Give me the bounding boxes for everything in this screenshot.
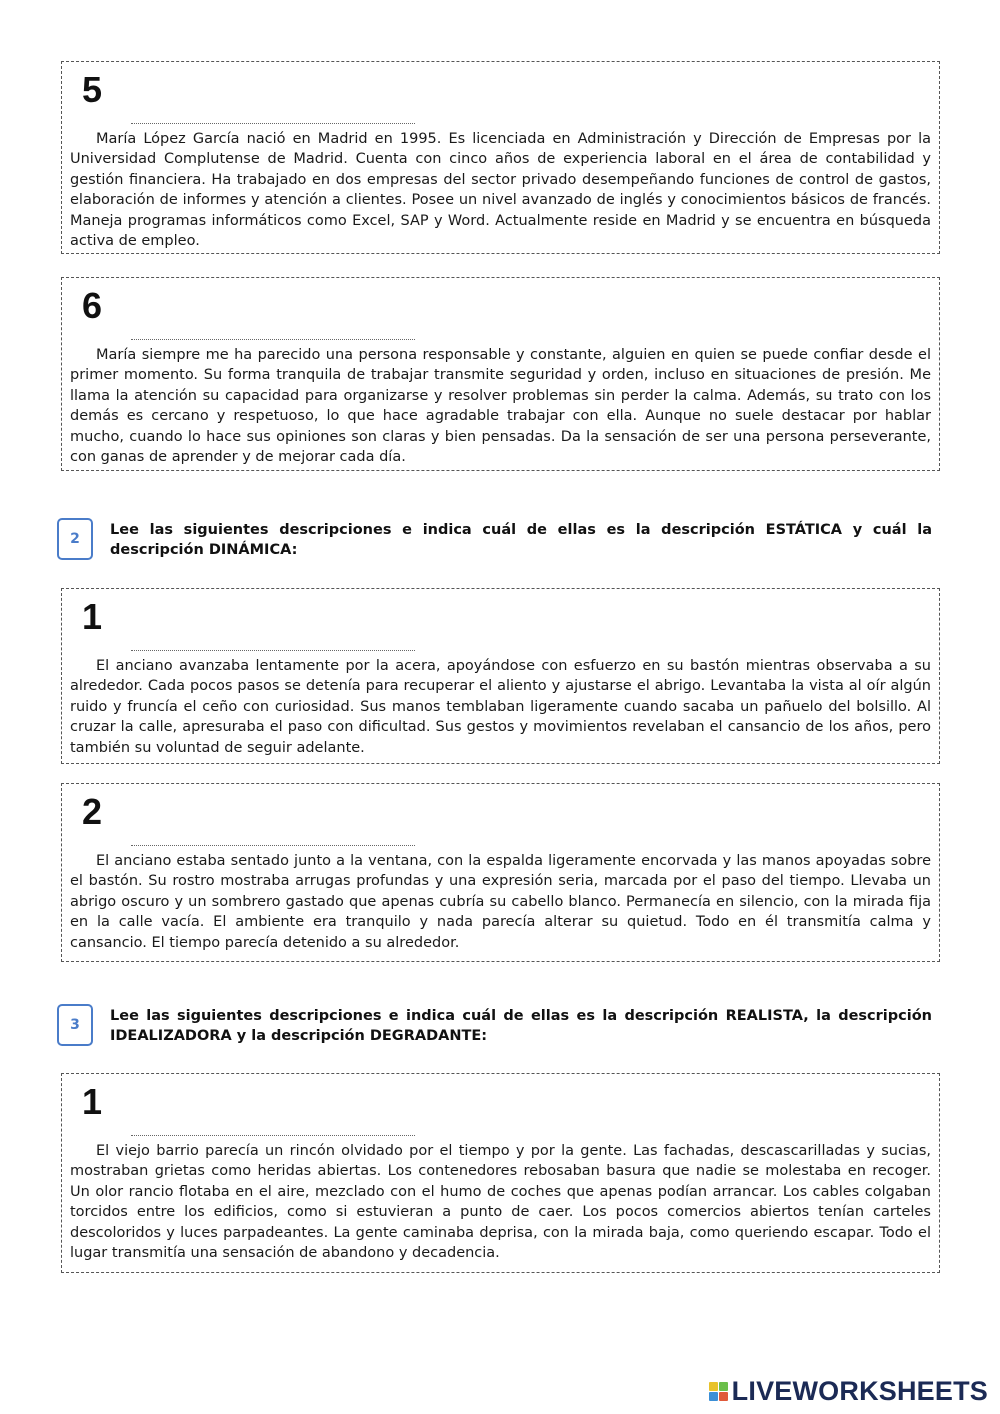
exercise-instruction-2: Lee las siguientes descripciones e indica cuál de ellas es la descripción ESTÁTICA y cuál la descripción DINÁMICA: xyxy=(110,522,932,558)
description-number: 1 xyxy=(82,596,103,637)
description-box-5 xyxy=(61,61,940,254)
liveworksheets-logo-icon xyxy=(709,1382,728,1401)
exercise-number-badge-3: 3 xyxy=(57,1004,93,1046)
answer-input-6[interactable] xyxy=(131,327,415,340)
description-number: 1 xyxy=(82,1081,103,1122)
description-box-static-dynamic-2 xyxy=(61,783,940,962)
description-box-realistic-1 xyxy=(61,1073,940,1273)
description-number: 6 xyxy=(82,285,103,326)
description-box-static-dynamic-1 xyxy=(61,588,940,764)
answer-input-ex2-1[interactable] xyxy=(131,638,415,651)
description-text: El viejo barrio parecía un rincón olvidado por el tiempo y por la gente. Las fachadas, descascarilladas y sucias, mostraban grietas como heridas abiertas. Los contenedores rebosaban basura que nadie se molestaba en recoger. Un olor rancio flotaba en el aire, mezclado con el humo de coches que apenas podían arrancar. Los cables colgaban torcidos entre los edificios, como si estuvieran a punto de caer. Los pocos comercios abiertos tenían carteles descoloridos y luces parpadeantes. La gente caminaba deprisa, con la mirada baja, como queriendo escapar. Todo el lugar transmitía una sensación de abandono y decadencia. xyxy=(70,1143,931,1262)
liveworksheets-logo xyxy=(709,1376,988,1407)
exercise-instruction-3: Lee las siguientes descripciones e indica cuál de ellas es la descripción REALISTA, la descripción IDEALIZADORA y la descripción DEGRADANTE: xyxy=(110,1008,932,1044)
description-number: 5 xyxy=(82,69,103,110)
answer-input-ex3-1[interactable] xyxy=(131,1123,415,1136)
description-text: María siempre me ha parecido una persona responsable y constante, alguien en quien se puede confiar desde el primer momento. Su forma tranquila de trabajar transmite seguridad y orden, incluso en situaciones de presión. Me llama la atención su capacidad para organizarse y resolver problemas sin perder la calma. Además, su trato con los demás es cercano y respetuoso, lo que hace agradable trabajar con ella. Aunque no suele destacar por hablar mucho, cuando lo hace sus opiniones son claras y bien pensadas. Da la sensación de ser una persona perseverante, con ganas de aprender y de mejorar cada día. xyxy=(70,347,931,466)
description-text: El anciano avanzaba lentamente por la acera, apoyándose con esfuerzo en su bastón mientras observaba a su alrededor. Cada pocos pasos se detenía para recuperar el aliento y ajustarse el abrigo. Levantaba la vista al oír algún ruido y fruncía el ceño con curiosidad. Sus manos temblaban ligeramente cuando sacaba un pañuelo del bolsillo. Al cruzar la calle, apresuraba el paso con dificultad. Sus gestos y movimientos revelaban el cansancio de los años, pero también su voluntad de seguir adelante. xyxy=(70,658,931,756)
description-box-6 xyxy=(61,277,940,471)
answer-input-ex2-2[interactable] xyxy=(131,833,415,846)
liveworksheets-logo-text: LIVEWORKSHEETS xyxy=(731,1376,988,1406)
description-number: 2 xyxy=(82,791,103,832)
exercise-number-badge-2: 2 xyxy=(57,518,93,560)
description-text: El anciano estaba sentado junto a la ventana, con la espalda ligeramente encorvada y las manos apoyadas sobre el bastón. Su rostro mostraba arrugas profundas y una expresión seria, marcada por el paso del tiempo. Llevaba un abrigo oscuro y un sombrero gastado que apenas cubría su cabello blanco. Permanecía en silencio, con la mirada fija en la calle vacía. El ambiente era tranquilo y nada parecía alterar su quietud. Todo en él transmitía calma y cansancio. El tiempo parecía detenido a su alrededor. xyxy=(70,853,931,951)
description-text: María López García nació en Madrid en 1995. Es licenciada en Administración y Dirección de Empresas por la Universidad Complutense de Madrid. Cuenta con cinco años de experiencia laboral en el área de contabilidad y gestión financiera. Ha trabajado en dos empresas del sector privado desempeñando funciones de control de gastos, elaboración de informes y atención a clientes. Posee un nivel avanzado de inglés y conocimientos básicos de francés. Maneja programas informáticos como Excel, SAP y Word. Actualmente reside en Madrid y se encuentra en búsqueda activa de empleo. xyxy=(70,131,931,250)
answer-input-5[interactable] xyxy=(131,111,415,124)
